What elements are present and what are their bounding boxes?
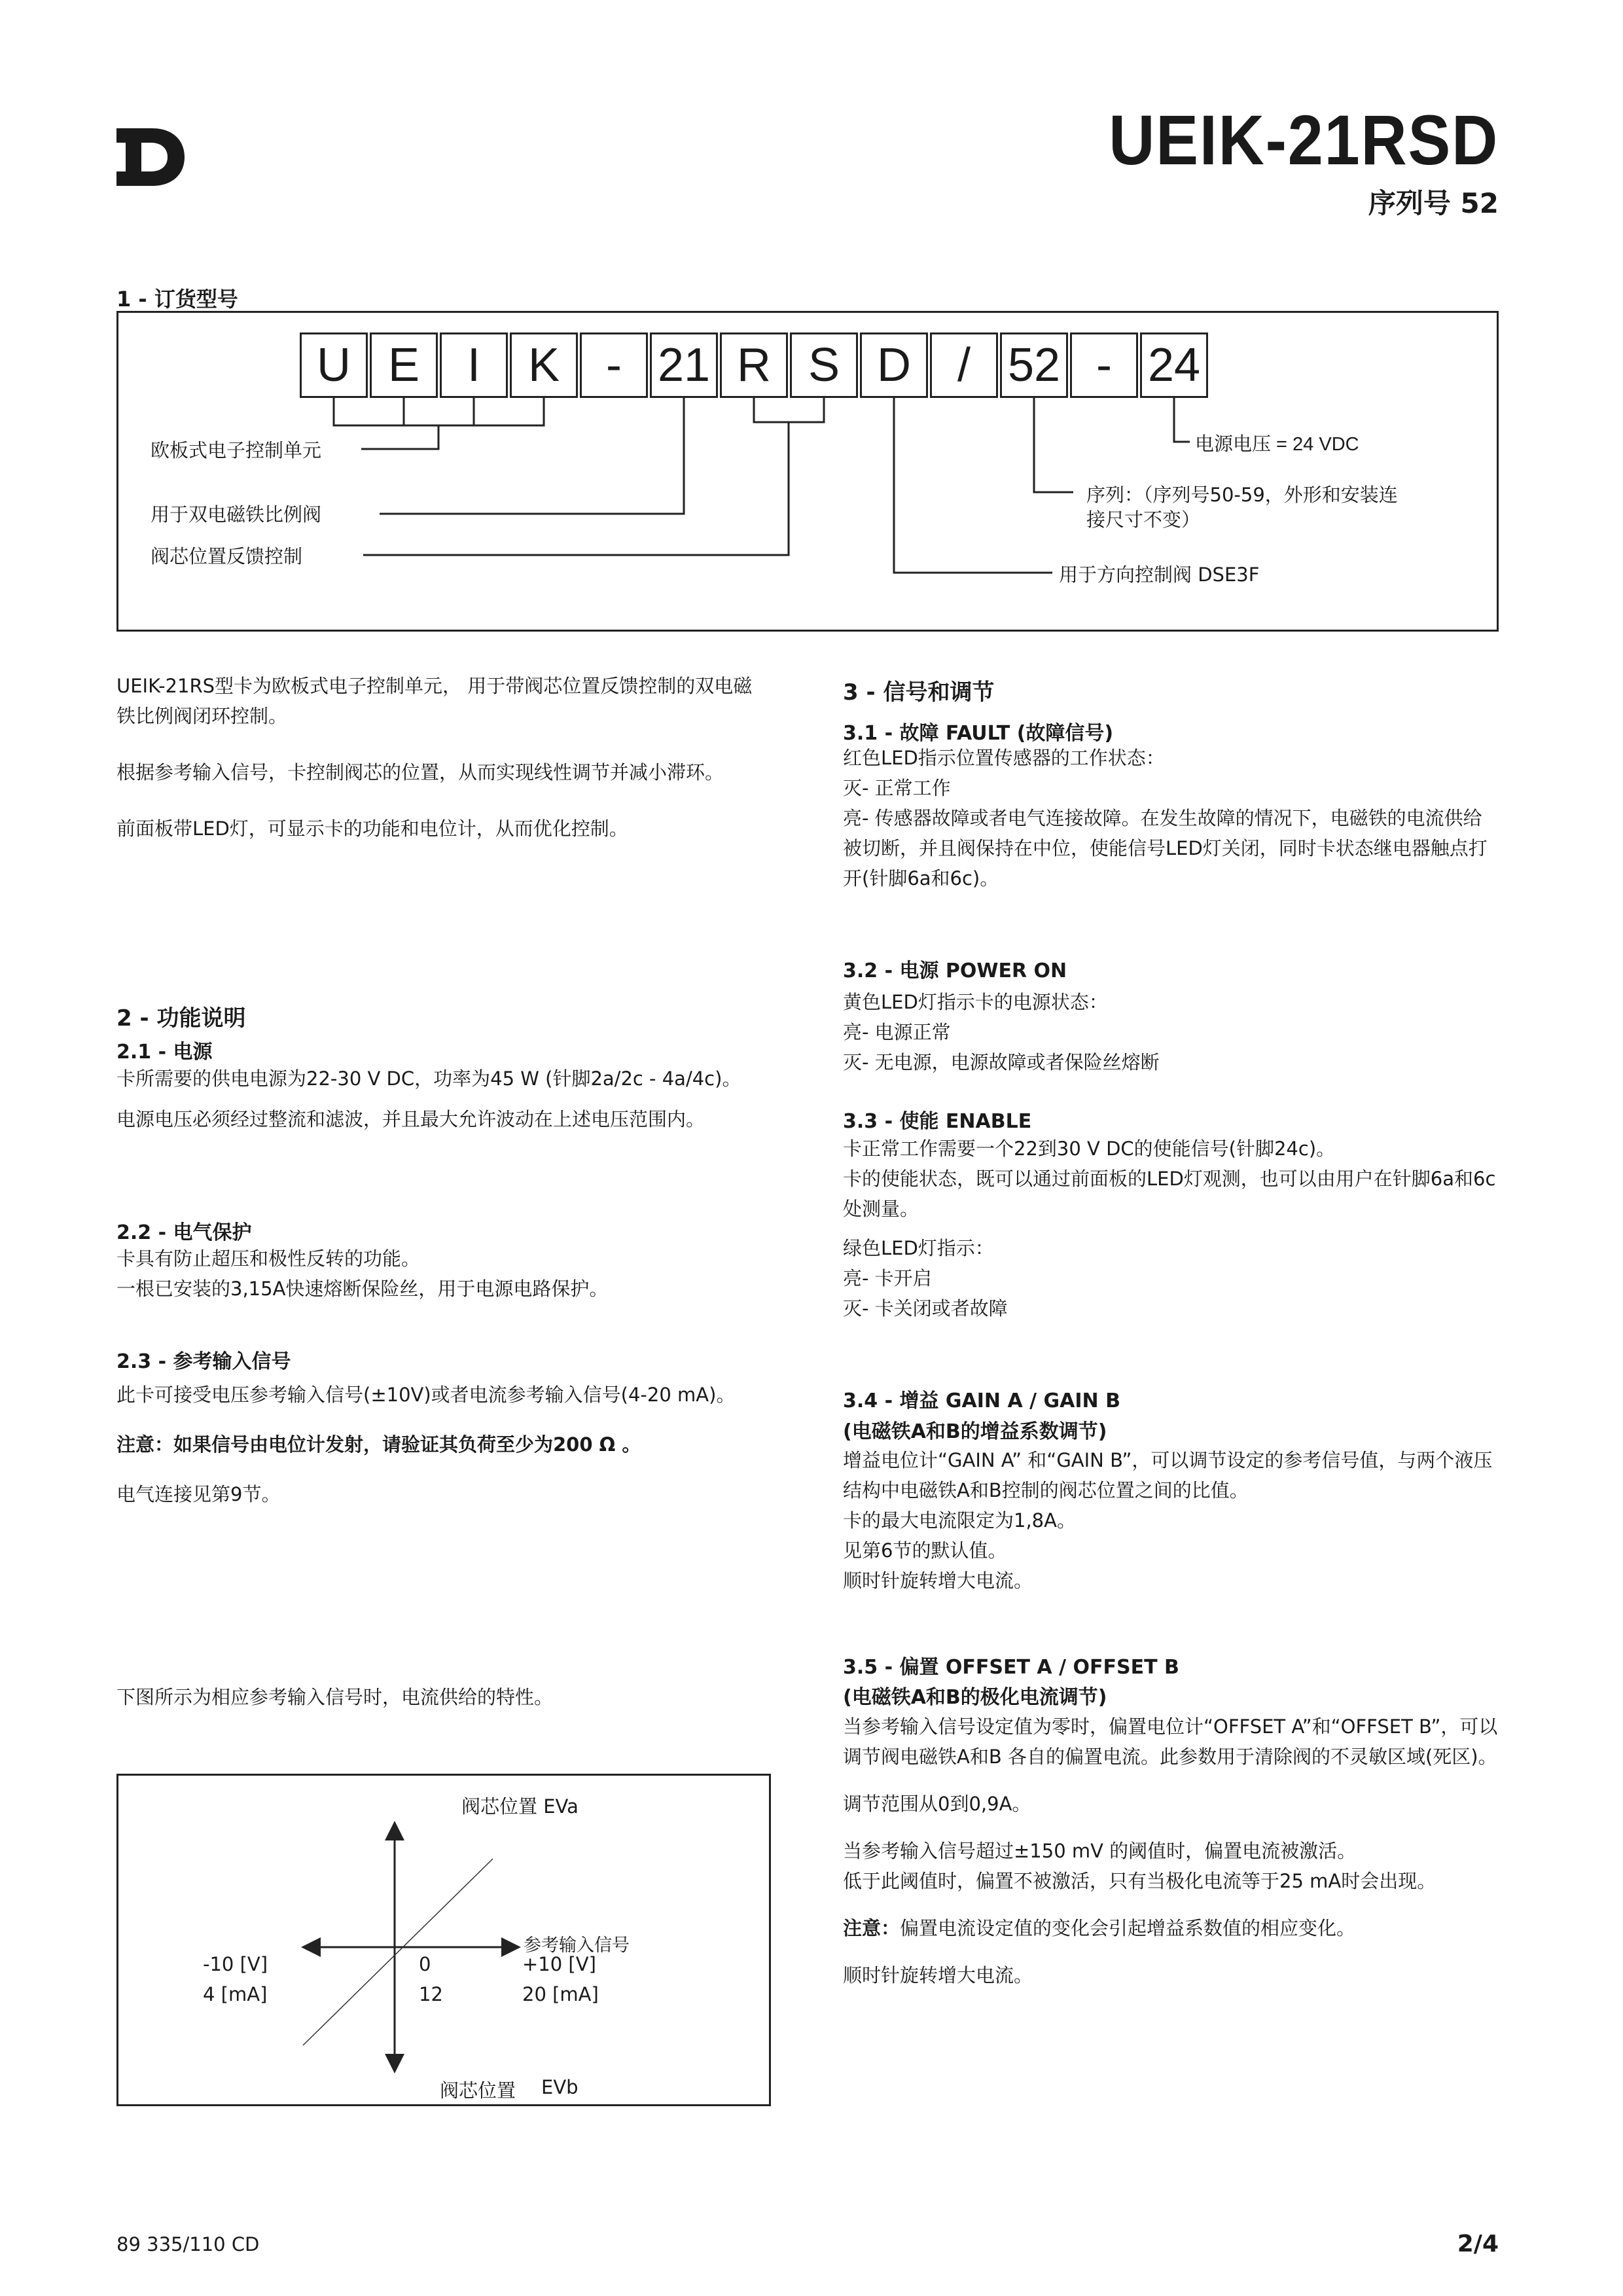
paragraph: 灭- 卡关闭或者故障 (843, 1297, 1008, 1319)
power-supply-text (116, 1064, 771, 1134)
intro-paragraph: 根据参考输入信号，卡控制阀芯的位置，从而实现线性调节并减小滞环。 (116, 761, 724, 783)
paragraph: 卡的使能状态，既可以通过前面板的LED灯观测，也可以由用户在针脚6a和6c处测量。 (843, 1168, 1496, 1220)
subheading-offset: 3.5 - 偏置 OFFSET A / OFFSET B (843, 1656, 1179, 1679)
label-double-solenoid: 用于双电磁铁比例阀 (151, 503, 322, 526)
label-series-line1: 序列：（序列号50-59，外形和安装连 (1086, 484, 1398, 506)
paragraph: 电气连接见第9节。 (116, 1483, 281, 1505)
code-cell: K (510, 332, 578, 398)
intro-paragraph: 前面板带LED灯，可显示卡的功能和电位计，从而优化控制。 (116, 817, 628, 840)
code-cell: E (370, 332, 438, 398)
paragraph: 卡具有防止超压和极性反转的功能。 (116, 1247, 421, 1270)
code-cell: - (580, 332, 648, 398)
paragraph: 灭- 正常工作 (843, 777, 951, 799)
paragraph: 此卡可接受电压参考输入信号(±10V)或者电流参考输入信号(4-20 mA)。 (116, 1384, 736, 1406)
page-subtitle: 序列号 52 (1368, 187, 1499, 219)
subheading-enable: 3.3 - 使能 ENABLE (843, 1110, 1032, 1133)
subheading-power-supply: 2.1 - 电源 (116, 1041, 213, 1064)
paragraph: 亮- 传感器故障或者电气连接故障。在发生故障的情况下，电磁铁的电流供给被切断，并且阀保持在中位，使能信号LED灯关闭，同时卡状态继电器触点打开(针脚6a和6c)。 (843, 807, 1488, 889)
label-series-line2: 接尺寸不变） (1086, 509, 1201, 531)
chart-bottom-label-evb: EVb (541, 2076, 579, 2098)
paragraph: 低于此阈值时，偏置不被激活，只有当极化电流等于25 mA时会出现。 (843, 1870, 1436, 1892)
section-heading-signals: 3 - 信号和调节 (843, 679, 995, 706)
code-cell: - (1070, 332, 1138, 398)
paragraph: 卡的最大电流限定为1,8A。 (843, 1509, 1076, 1532)
paragraph: 当参考输入信号设定值为零时，偏置电位计“OFFSET A”和“OFFSET B”，可以调节阀电磁铁A和B 各自的偏置电流。此参数用于清除阀的不灵敏区域(死区)。 (843, 1715, 1498, 1768)
chart-tick-pos-ma: 20 [mA] (522, 1983, 599, 2005)
gain-text (843, 1445, 1499, 1596)
code-cell: 24 (1140, 332, 1208, 398)
paragraph: 电源电压必须经过整流和滤波，并且最大允许波动在上述电压范围内。 (116, 1108, 705, 1130)
paragraph: 亮- 卡开启 (843, 1267, 932, 1289)
chart-top-label: 阀芯位置 EVa (461, 1795, 579, 1818)
chart-x-axis-label: 参考输入信号 (524, 1935, 630, 1956)
paragraph: 灭- 无电源，电源故障或者保险丝熔断 (843, 1051, 1160, 1073)
code-cell: 21 (650, 332, 718, 398)
characteristic-line (303, 1859, 493, 2045)
page-title: UEIK-21RSD (1109, 100, 1499, 179)
code-cell: / (930, 332, 998, 398)
chart-tick-neg-ma: 4 [mA] (203, 1983, 268, 2005)
subheading-offset-sub: (电磁铁A和B的极化电流调节) (843, 1686, 1107, 1709)
paragraph: 见第6节的默认值。 (843, 1539, 1007, 1562)
label-euro-card: 欧板式电子控制单元 (151, 439, 322, 461)
section-heading-ordering-code: 1 - 订货型号 (116, 287, 238, 312)
code-cell: 52 (1000, 332, 1068, 398)
paragraph: 顺时针旋转增大电流。 (843, 1964, 1033, 1986)
chart-tick-neg-v: -10 [V] (203, 1953, 268, 1975)
offset-note (843, 1913, 1499, 1943)
code-cell: I (440, 332, 508, 398)
label-spool-feedback: 阀芯位置反馈控制 (151, 545, 303, 567)
offset-text (843, 1712, 1499, 1990)
power-on-text (843, 987, 1499, 1077)
code-cell: D (860, 332, 928, 398)
subheading-gain-sub: (电磁铁A和B的增益系数调节) (843, 1420, 1107, 1443)
document-number: 89 335/110 CD (116, 2233, 260, 2255)
code-cell: U (300, 332, 368, 398)
chart-tick-zero-ma: 12 (419, 1983, 443, 2005)
chart-intro: 下图所示为相应参考输入信号时，电流供给的特性。 (116, 1686, 554, 1708)
chart-tick-pos-v: +10 [V] (522, 1953, 596, 1975)
reference-signal-text (116, 1380, 771, 1509)
paragraph: 红色LED指示位置传感器的工作状态： (843, 747, 1165, 769)
label-dse3f: 用于方向控制阀 DSE3F (1059, 564, 1260, 586)
paragraph: 增益电位计“GAIN A” 和“GAIN B”，可以调节设定的参考信号值，与两个液压结构中电磁铁A和B控制的阀芯位置之间的比值。 (843, 1449, 1493, 1501)
chart-bottom-label: 阀芯位置 (440, 2079, 516, 2102)
subheading-gain: 3.4 - 增益 GAIN A / GAIN B (843, 1390, 1120, 1412)
subheading-fault: 3.1 - 故障 FAULT (故障信号) (843, 722, 1114, 745)
note: 注意：如果信号由电位计发射，请验证其负荷至少为200 Ω 。 (116, 1433, 641, 1456)
paragraph: 当参考输入信号超过±150 mV 的阈值时，偏置电流被激活。 (843, 1840, 1357, 1862)
paragraph: 顺时针旋转增大电流。 (843, 1570, 1033, 1592)
characteristic-chart (116, 1774, 771, 2106)
paragraph: 卡正常工作需要一个22到30 V DC的使能信号(针脚24c)。 (843, 1138, 1336, 1160)
paragraph: 调节范围从0到0,9A。 (843, 1793, 1031, 1815)
label-supply-voltage: 电源电压 = 24 VDC (1195, 434, 1359, 455)
subheading-reference-signal: 2.3 - 参考输入信号 (116, 1350, 291, 1373)
page-number: 2/4 (1457, 2231, 1499, 2257)
chart-tick-zero-v: 0 (419, 1953, 431, 1975)
paragraph: 亮- 电源正常 (843, 1021, 951, 1043)
section-heading-functional: 2 - 功能说明 (116, 1005, 246, 1031)
subheading-electrical-protection: 2.2 - 电气保护 (116, 1221, 252, 1244)
paragraph: 卡所需要的供电电源为22-30 V DC，功率为45 W (针脚2a/2c - 4a/4c)。 (116, 1067, 741, 1090)
enable-text (843, 1134, 1499, 1323)
fault-text (843, 743, 1499, 893)
paragraph: 一根已安装的3,15A快速熔断保险丝，用于电源电路保护。 (116, 1278, 609, 1300)
paragraph: 黄色LED灯指示卡的电源状态： (843, 991, 1108, 1013)
note-text: 偏置电流设定值的变化会引起增益系数值的相应变化。 (900, 1917, 1356, 1939)
code-cell: S (790, 332, 858, 398)
code-cell: R (720, 332, 788, 398)
intro-text (116, 671, 771, 844)
paragraph: 绿色LED灯指示： (843, 1237, 994, 1259)
intro-paragraph: UEIK-21RS型卡为欧板式电子控制单元， 用于带阀芯位置反馈控制的双电磁铁比例阀闭环控制。 (116, 675, 753, 727)
subheading-power-on: 3.2 - 电源 POWER ON (843, 960, 1067, 982)
protection-text (116, 1244, 771, 1304)
note-label: 注意： (843, 1917, 901, 1939)
